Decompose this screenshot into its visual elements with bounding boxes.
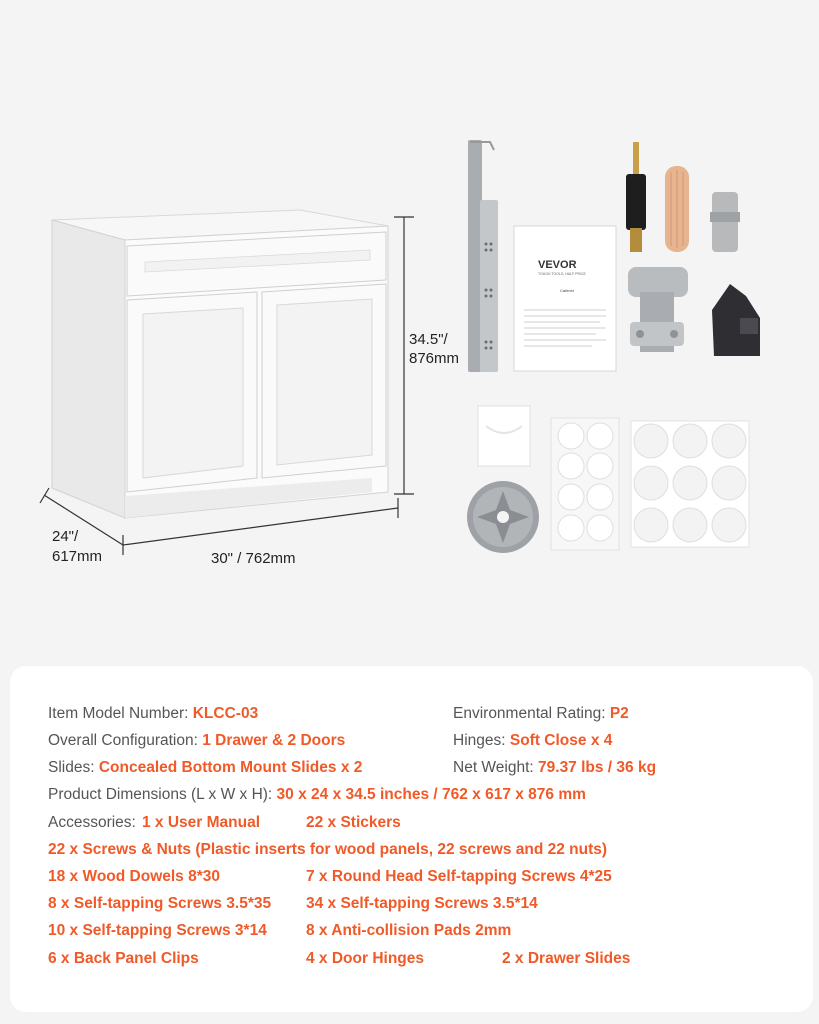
wood-dowel-image (665, 166, 689, 252)
accessory-item: 22 x Screws & Nuts (Plastic inserts for wood panels, 22 screws and 22 nuts) (48, 841, 608, 858)
user-manual-image (514, 226, 616, 371)
drawer-slide-image (468, 140, 498, 372)
accessory-item: 2 x Drawer Slides (502, 950, 631, 967)
height-dimension-mm-label: 876mm (409, 350, 460, 367)
accessory-item: 7 x Round Head Self-tapping Screws 4*25 (306, 868, 612, 885)
accessories-label: Accessories: (48, 814, 136, 831)
net-weight-label: Net Weight: (453, 759, 534, 776)
env-rating-label: Environmental Rating: (453, 705, 606, 722)
accessory-item: 4 x Door Hinges (306, 950, 424, 967)
slides-value: Concealed Bottom Mount Slides x 2 (98, 759, 363, 776)
net-weight-value: 79.37 lbs / 36 kg (538, 759, 657, 776)
specs-card (10, 666, 813, 1012)
height-dimension-label: 34.5"/ (409, 331, 448, 348)
depth-dimension-mm-label: 617mm (52, 548, 103, 565)
item-model-label: Item Model Number: (48, 705, 189, 722)
accessory-item: 8 x Anti-collision Pads 2mm (306, 922, 512, 939)
svg-text:Cabinet: Cabinet (560, 288, 574, 293)
screw-insert-image (626, 142, 646, 252)
accessory-item: 8 x Self-tapping Screws 3.5*35 (48, 895, 272, 912)
net-weight-row (453, 758, 656, 778)
hinges-row (453, 731, 612, 751)
accessories-row (48, 813, 136, 833)
anti-collision-pads-large-image (631, 421, 749, 547)
depth-dimension-label: 24"/ (52, 528, 79, 545)
product-dimensions-label: Product Dimensions (L x W x H): (48, 786, 273, 803)
configuration-label: Overall Configuration: (48, 732, 198, 749)
anti-collision-pads-small-image (551, 418, 619, 550)
cabinet-image (52, 210, 388, 518)
accessory-item: 34 x Self-tapping Screws 3.5*14 (306, 895, 538, 912)
item-model-value: KLCC-03 (192, 705, 259, 722)
svg-text:VEVOR: VEVOR (538, 259, 577, 271)
cam-lock-image (467, 481, 539, 553)
product-dimensions-row (48, 785, 586, 805)
slides-row (48, 758, 362, 778)
accessory-item: 1 x User Manual (142, 814, 261, 831)
hinges-label: Hinges: (453, 732, 506, 749)
svg-text:TOUGH TOOLS, HALF PRICE: TOUGH TOOLS, HALF PRICE (538, 272, 586, 276)
back-panel-clip-image (712, 284, 760, 356)
env-rating-row (453, 704, 629, 724)
slides-label: Slides: (48, 759, 95, 776)
product-dimensions-value: 30 x 24 x 34.5 inches / 762 x 617 x 876 mm (276, 786, 586, 803)
hinges-value: Soft Close x 4 (509, 732, 613, 749)
accessory-item: 10 x Self-tapping Screws 3*14 (48, 922, 267, 939)
accessory-item: 18 x Wood Dowels 8*30 (48, 868, 220, 885)
configuration-row (48, 731, 345, 751)
metal-connector-image (710, 192, 740, 252)
door-hinge-image (628, 267, 688, 352)
stickers-image (478, 406, 530, 466)
item-model-row (48, 704, 258, 724)
accessory-item: 6 x Back Panel Clips (48, 950, 199, 967)
width-dimension-label: 30" / 762mm (211, 550, 296, 567)
accessory-item: 22 x Stickers (306, 814, 401, 831)
env-rating-value: P2 (609, 705, 629, 722)
configuration-value: 1 Drawer & 2 Doors (202, 732, 346, 749)
